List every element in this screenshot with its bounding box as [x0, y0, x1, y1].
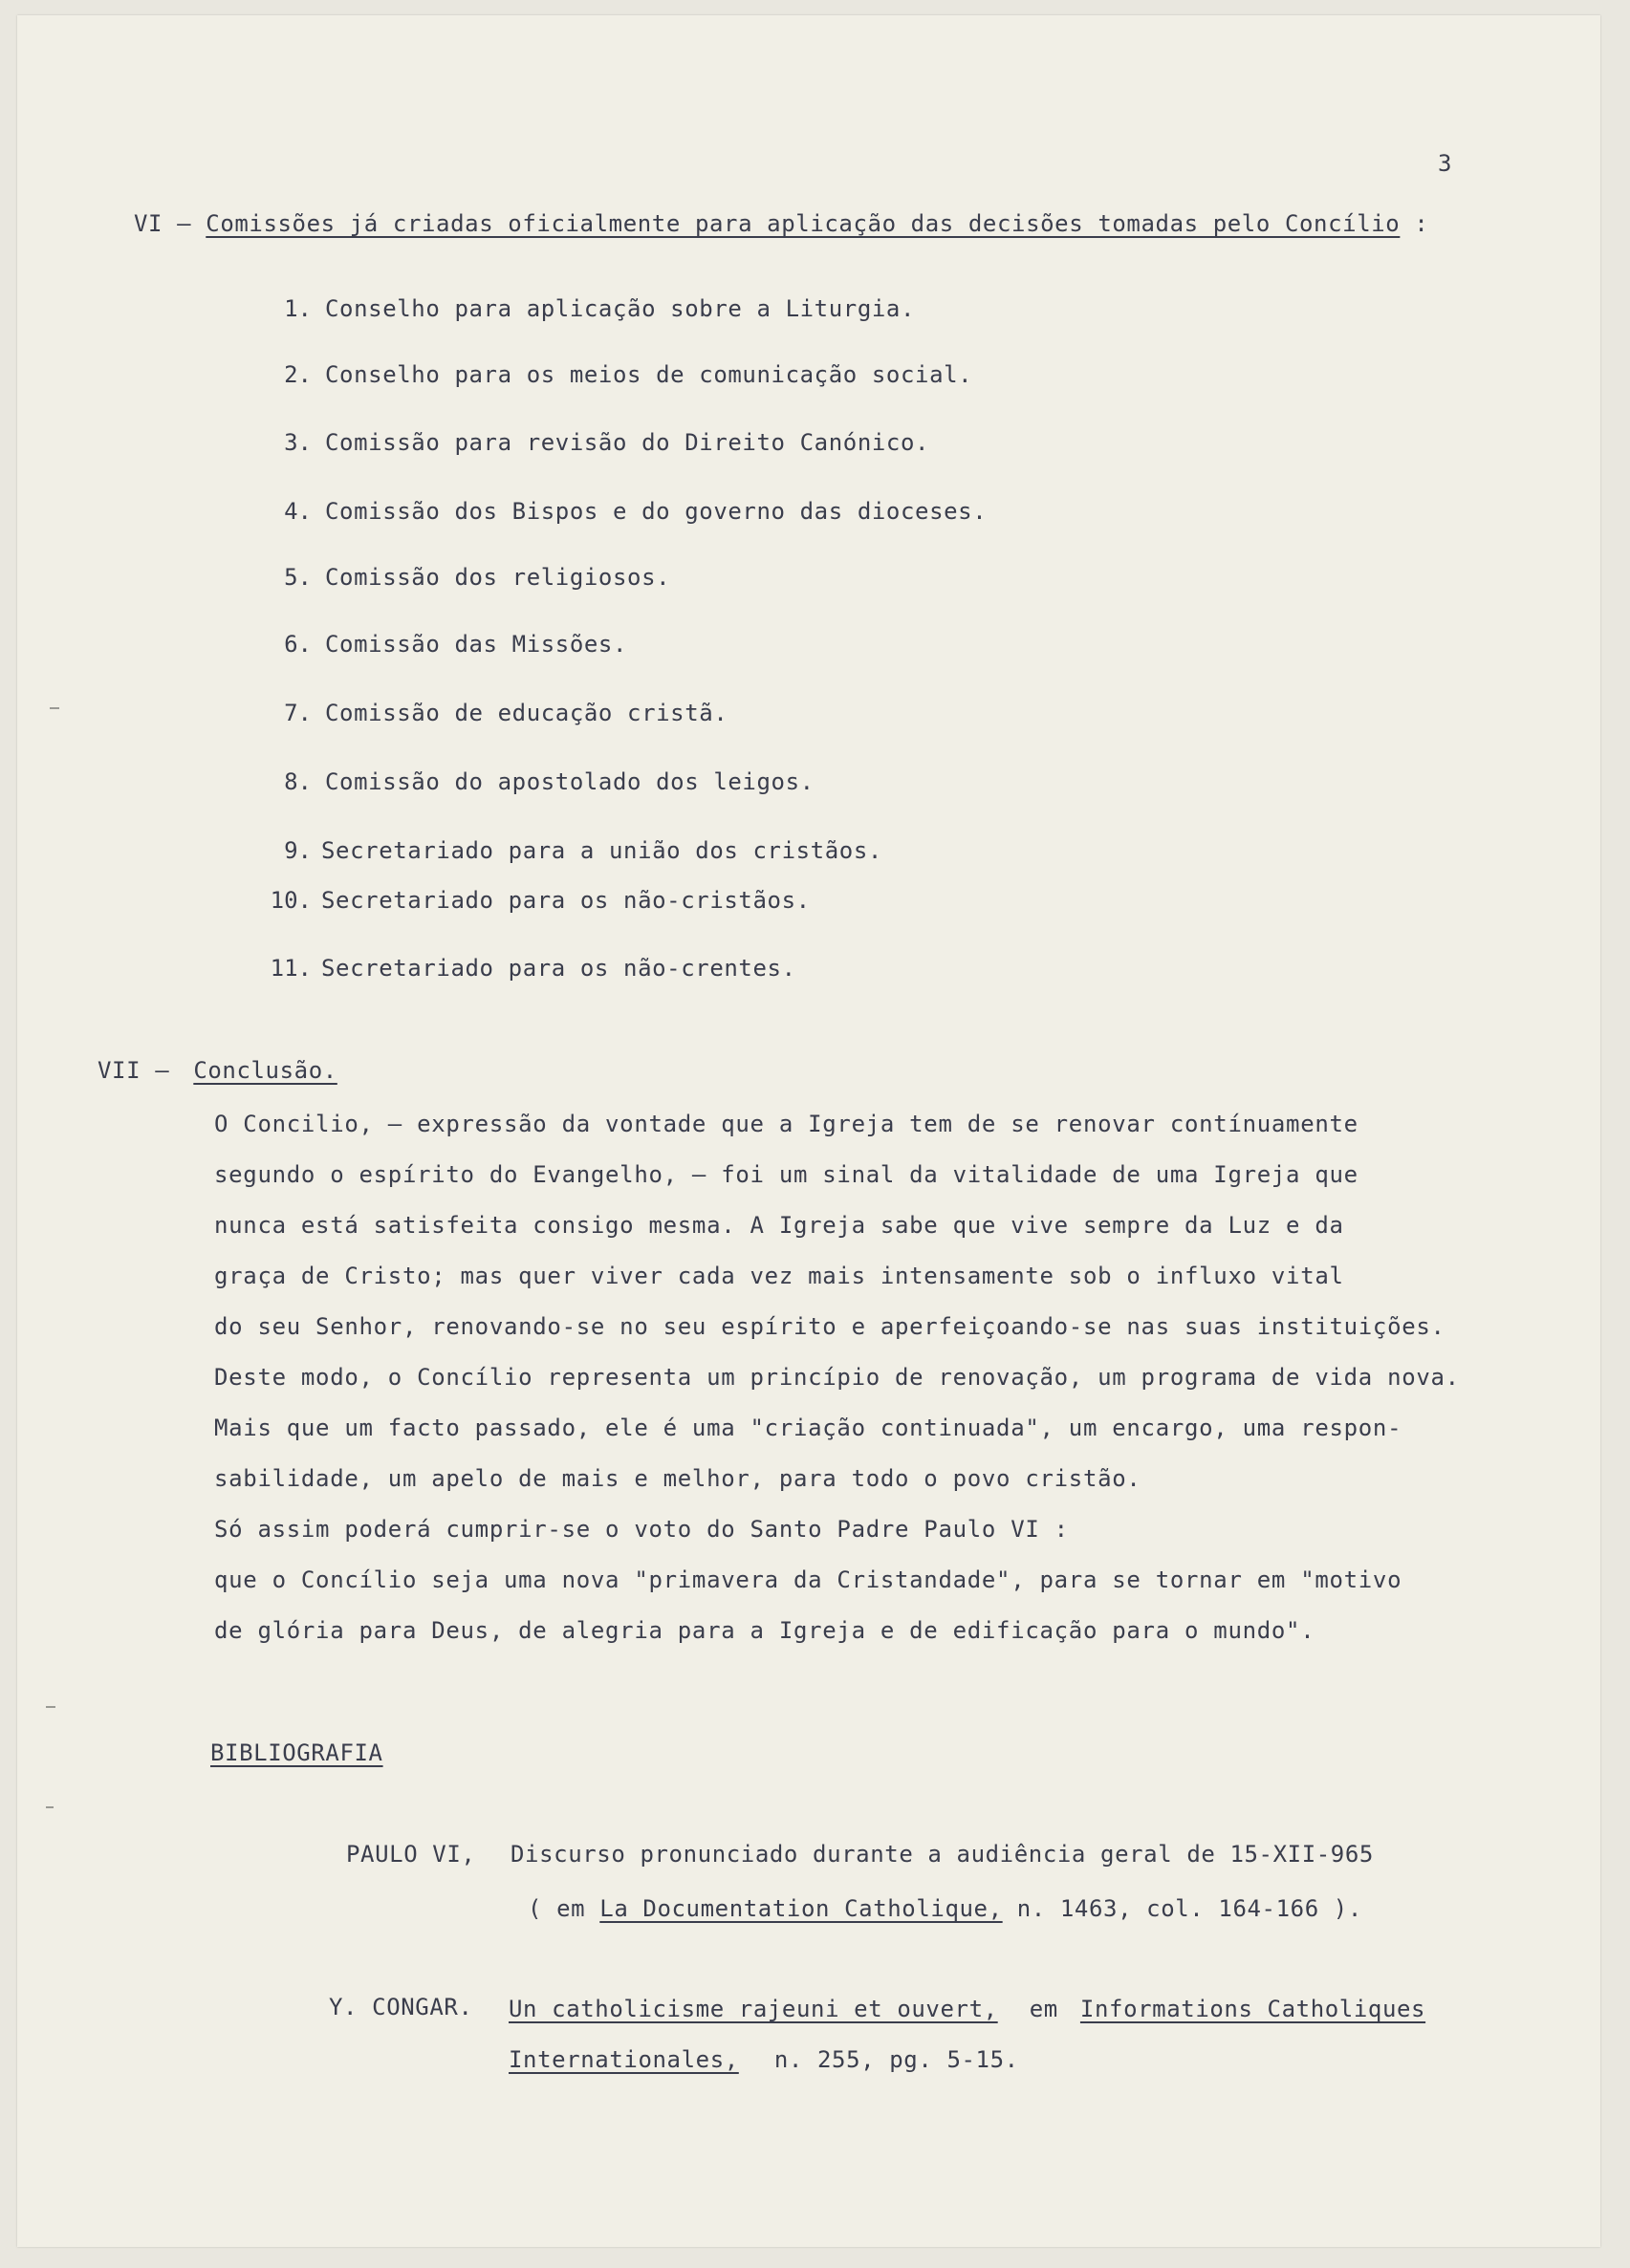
- bib-text: ( em: [528, 1895, 586, 1922]
- list-item-text: Secretariado para os não-crentes.: [321, 955, 796, 982]
- list-item-number: 5.: [284, 564, 312, 591]
- document-page: [17, 15, 1600, 2247]
- list-item-number: 9.: [284, 837, 312, 864]
- bib-journal: Informations Catholiques: [1079, 1996, 1426, 2022]
- paragraph-line: O Concilio, – expressão da vontade que a Igreja tem de se renovar contínuamente: [214, 1111, 1358, 1137]
- section-vi-title: Comissões já criadas oficialmente para aplicação das decisões tomadas pelo Concílio: [206, 210, 1401, 237]
- list-item-text: Comissão dos Bispos e do governo das dioceses.: [325, 498, 988, 525]
- paragraph-line: de glória para Deus, de alegria para a Igreja e de edificação para o mundo".: [214, 1617, 1315, 1644]
- section-vii-heading: [98, 1056, 337, 1085]
- section-vi-colon: :: [1414, 210, 1429, 237]
- margin-mark: [50, 707, 59, 709]
- paragraph-line: Deste modo, o Concílio representa um princípio de renovação, um programa de vida nova.: [214, 1364, 1460, 1391]
- list-item-number: 2.: [284, 361, 312, 388]
- list-item-text: Conselho para aplicação sobre a Liturgia.: [325, 295, 916, 322]
- list-item-number: 7.: [284, 700, 312, 726]
- bib-line: [509, 2046, 1019, 2073]
- section-vi-heading: [134, 209, 1428, 238]
- section-vii-numeral: VII –: [98, 1057, 170, 1084]
- paragraph-line: segundo o espírito do Evangelho, – foi um sinal da vitalidade de uma Igreja que: [214, 1161, 1358, 1188]
- list-item-text: Comissão do apostolado dos leigos.: [325, 768, 815, 795]
- section-vii-title: Conclusão.: [193, 1057, 337, 1084]
- list-item-text: Comissão de educação cristã.: [325, 700, 728, 726]
- section-vi-numeral: VI –: [134, 210, 192, 237]
- list-item-text: Secretariado para a união dos cristãos.: [321, 837, 882, 864]
- list-item-number: 1.: [284, 295, 312, 322]
- list-item-number: 6.: [284, 631, 312, 658]
- paragraph-line: sabilidade, um apelo de mais e melhor, para todo o povo cristão.: [214, 1465, 1141, 1492]
- bib-journal: Internationales,: [509, 2046, 739, 2073]
- bib-work-title: Un catholicisme rajeuni et ouvert,: [509, 1996, 998, 2022]
- bib-line: [509, 1996, 1425, 2022]
- bib-author: PAULO VI,: [346, 1841, 476, 1868]
- bib-text: n. 255, pg. 5-15.: [773, 2046, 1019, 2073]
- margin-mark: [46, 1806, 54, 1808]
- paragraph-line: Só assim poderá cumprir-se o voto do Santo Padre Paulo VI :: [214, 1516, 1069, 1543]
- list-item-number: 4.: [284, 498, 312, 525]
- list-item-text: Secretariado para os não-cristãos.: [321, 887, 811, 914]
- list-item-number: 11.: [270, 955, 312, 982]
- list-item-number: 8.: [284, 768, 312, 795]
- list-item-text: Conselho para os meios de comunicação social.: [325, 361, 973, 388]
- bibliography-heading: BIBLIOGRAFIA: [210, 1739, 383, 1766]
- paragraph-line: Mais que um facto passado, ele é uma "criação continuada", um encargo, uma respon-: [214, 1415, 1402, 1441]
- list-item-number: 10.: [270, 887, 312, 914]
- list-item-text: Comissão dos religiosos.: [325, 564, 671, 591]
- bib-text: em: [1029, 1996, 1058, 2022]
- list-item-text: Comissão das Missões.: [325, 631, 628, 658]
- bib-line: [528, 1895, 1362, 1922]
- paragraph-line: nunca está satisfeita consigo mesma. A Igreja sabe que vive sempre da Luz e da: [214, 1212, 1344, 1239]
- bib-author: Y. CONGAR.: [329, 1994, 473, 2020]
- list-item-number: 3.: [284, 429, 312, 456]
- list-item-text: Comissão para revisão do Direito Canónico.: [325, 429, 930, 456]
- paragraph-line: que o Concílio seja uma nova "primavera da Cristandade", para se tornar em "motivo: [214, 1566, 1402, 1593]
- page-number: 3: [1438, 150, 1453, 177]
- bib-text: n. 1463, col. 164-166 ).: [1016, 1895, 1362, 1922]
- paragraph-line: do seu Senhor, renovando-se no seu espírito e aperfeiçoando-se nas suas instituições.: [214, 1313, 1445, 1340]
- bib-source-title: La Documentation Catholique,: [599, 1895, 1003, 1922]
- paragraph-line: graça de Cristo; mas quer viver cada vez mais intensamente sob o influxo vital: [214, 1263, 1344, 1289]
- bib-line: Discurso pronunciado durante a audiência geral de 15-XII-965: [511, 1841, 1374, 1868]
- margin-mark: [46, 1706, 55, 1708]
